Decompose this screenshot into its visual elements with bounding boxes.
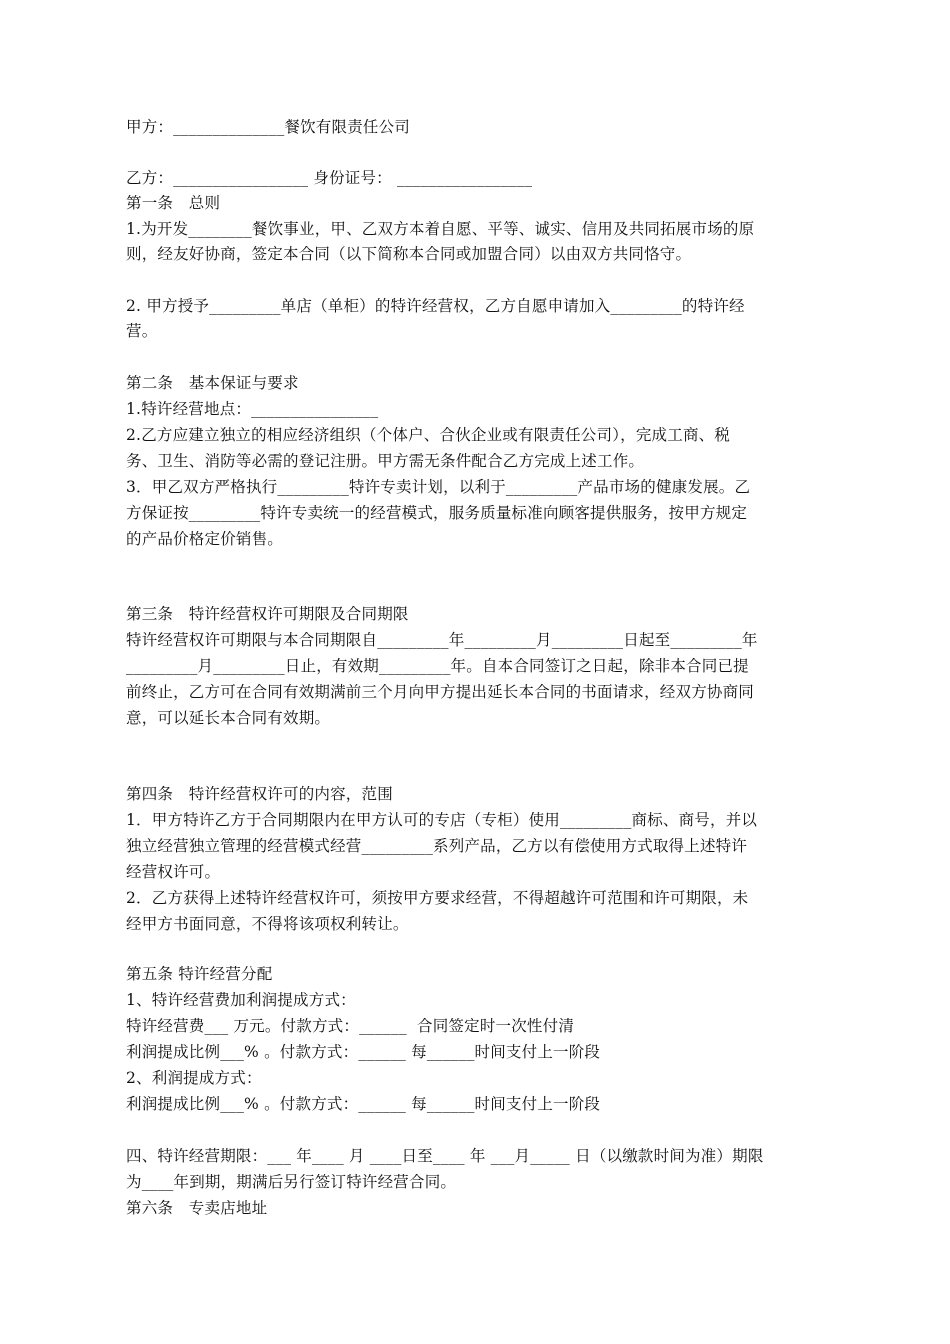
article-1-heading: 第一条 总则 xyxy=(126,194,221,212)
article-4-heading: 第四条 特许经营权许可的内容，范围 xyxy=(126,785,393,803)
article-2-heading: 第二条 基本保证与要求 xyxy=(126,374,299,392)
article-1-text-line: 2. 甲方授予_________单店（单柜）的特许经营权，乙方自愿申请加入_________的特许经 xyxy=(126,297,745,315)
article-1-text-line: 营。 xyxy=(126,322,158,340)
article-5-text-line: 1、特许经营费加利润提成方式： xyxy=(126,991,356,1009)
article-3-text-line: 意，可以延长本合同有效期。 xyxy=(126,709,331,727)
article-5-heading: 第五条 特许经营分配 xyxy=(126,965,273,983)
term-section-line: 为____年到期，期满后另行签订特许经营合同。 xyxy=(126,1173,457,1191)
article-1-text-line: 则，经友好协商，签定本合同（以下简称本合同或加盟合同）以由双方共同恪守。 xyxy=(126,245,692,263)
article-5-text-line: 利润提成比例___% 。付款方式：______ 每______时间支付上一阶段 xyxy=(126,1043,601,1061)
article-2-text-line: 的产品价格定价销售。 xyxy=(126,530,284,548)
article-5-text-line: 利润提成比例___% 。付款方式：______ 每______时间支付上一阶段 xyxy=(126,1095,601,1113)
article-5-text-line: 2、利润提成方式： xyxy=(126,1069,262,1087)
party-a-line: 甲方：______________餐饮有限责任公司 xyxy=(126,118,411,136)
article-4-text-line: 1．甲方特许乙方于合同期限内在甲方认可的专店（专柜）使用_________商标、商号，并以 xyxy=(126,811,758,829)
article-3-text-line: 特许经营权许可期限与本合同期限自_________年_________月_________日起至_________年 xyxy=(126,631,758,649)
article-4-text-line: 独立经营独立管理的经营模式经营_________系列产品，乙方以有偿使用方式取得上述特许 xyxy=(126,837,748,855)
article-2-text-line: 方保证按_________特许专卖统一的经营模式，服务质量标准向顾客提供服务，按甲方规定 xyxy=(126,504,748,522)
article-1-text-line: 1.为开发________餐饮事业，甲、乙双方本着自愿、平等、诚实、信用及共同拓展市场的原 xyxy=(126,220,755,238)
article-4-text-line: 2．乙方获得上述特许经营权许可，须按甲方要求经营，不得超越许可范围和许可期限，未 xyxy=(126,889,749,907)
article-3-heading: 第三条 特许经营权许可期限及合同期限 xyxy=(126,605,409,623)
article-2-text-line: 务、卫生、消防等必需的登记注册。甲方需无条件配合乙方完成上述工作。 xyxy=(126,452,645,470)
article-4-text-line: 经甲方书面同意，不得将该项权利转让。 xyxy=(126,915,409,933)
article-6-heading: 第六条 专卖店地址 xyxy=(126,1199,268,1217)
article-4-text-line: 经营权许可。 xyxy=(126,863,221,881)
article-3-text-line: 前终止，乙方可在合同有效期满前三个月向甲方提出延长本合同的书面请求，经双方协商同 xyxy=(126,683,755,701)
article-2-text-line: 1.特许经营地点：________________ xyxy=(126,400,379,418)
article-5-text-line: 特许经营费___ 万元。付款方式：______ 合同签定时一次性付清 xyxy=(126,1017,575,1035)
term-section-line: 四、特许经营期限：___ 年____ 月 ____日至____ 年 ___月_____ 日（以缴款时间为准）期限 xyxy=(126,1147,764,1165)
article-2-text-line: 2.乙方应建立独立的相应经济组织（个体户、合伙企业或有限责任公司），完成工商、税 xyxy=(126,426,731,444)
article-3-text-line: _________月_________日止，有效期_________年。自本合同签订之日起，除非本合同已提 xyxy=(126,657,749,675)
party-b-line: 乙方：_________________ 身份证号： _________________ xyxy=(126,169,533,187)
article-2-text-line: 3．甲乙双方严格执行_________特许专卖计划，以利于_________产品市场的健康发展。乙 xyxy=(126,478,751,496)
